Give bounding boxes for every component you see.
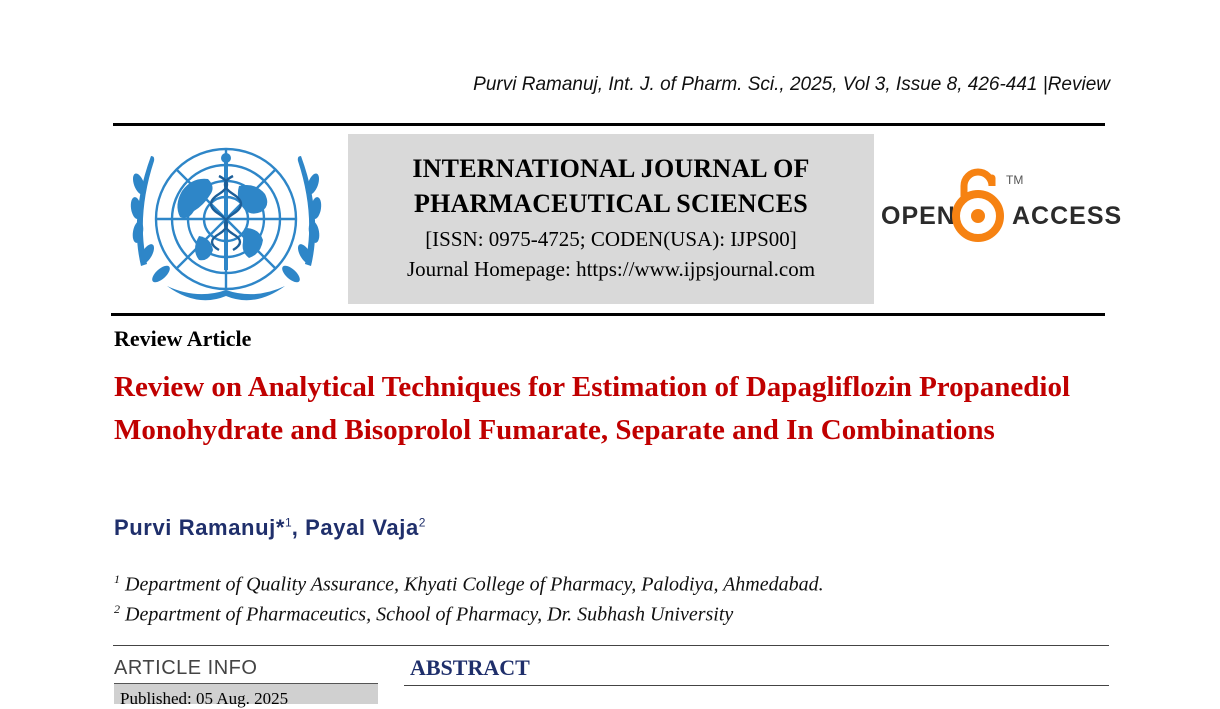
affiliation-mark: 1	[114, 572, 120, 586]
masthead-bottom-rule	[111, 313, 1105, 316]
journal-title-line2: PHARMACEUTICAL SCIENCES	[414, 189, 808, 218]
affiliation-mark: 2	[114, 602, 120, 616]
journal-emblem-logo	[127, 136, 325, 306]
published-date: Published: 05 Aug. 2025	[120, 689, 289, 708]
author-affiliation-mark: 2	[418, 515, 426, 530]
running-header: Purvi Ramanuj, Int. J. of Pharm. Sci., 2025, Vol 3, Issue 8, 426-441 |Review	[473, 74, 1110, 95]
open-access-left-text: OPEN	[881, 202, 956, 230]
affiliation-text: Department of Quality Assurance, Khyati College of Pharmacy, Palodiya, Ahmedabad.	[125, 573, 824, 596]
journal-title-line1: INTERNATIONAL JOURNAL OF	[412, 154, 810, 183]
top-rule	[113, 123, 1105, 126]
author-name[interactable]: Purvi Ramanuj*	[114, 515, 286, 540]
article-info-box	[114, 683, 378, 708]
abstract-rule	[404, 685, 1109, 686]
section-divider	[113, 645, 1109, 646]
journal-homepage: Journal Homepage: https://www.ijpsjournal.com	[406, 257, 816, 281]
article-title: Review on Analytical Techniques for Estimation of Dapagliflozin Propanediol Monohydrate and Bisoprolol Fumarate, Separate and In Combinations	[114, 371, 1071, 446]
open-access-right-text: ACCESS	[1012, 202, 1123, 230]
trademark-text: TM	[1006, 173, 1024, 187]
journal-masthead	[348, 134, 874, 304]
open-access-logo	[878, 166, 1123, 256]
article-info-heading: ARTICLE INFO	[114, 657, 258, 679]
author-affiliation-mark: 1	[285, 515, 292, 530]
affiliation-text: Department of Pharmaceutics, School of Pharmacy, Dr. Subhash University	[125, 603, 734, 626]
author-list	[114, 515, 425, 541]
article-type: Review Article	[114, 326, 252, 351]
affiliation	[114, 602, 733, 627]
author-name[interactable]: Payal Vaja	[305, 515, 419, 540]
affiliation	[114, 572, 824, 597]
open-lock-icon	[956, 172, 1000, 238]
author-separator: ,	[291, 515, 306, 540]
abstract-heading: ABSTRACT	[410, 655, 530, 680]
journal-issn: [ISSN: 0975-4725; CODEN(USA): IJPS00]	[425, 227, 797, 251]
